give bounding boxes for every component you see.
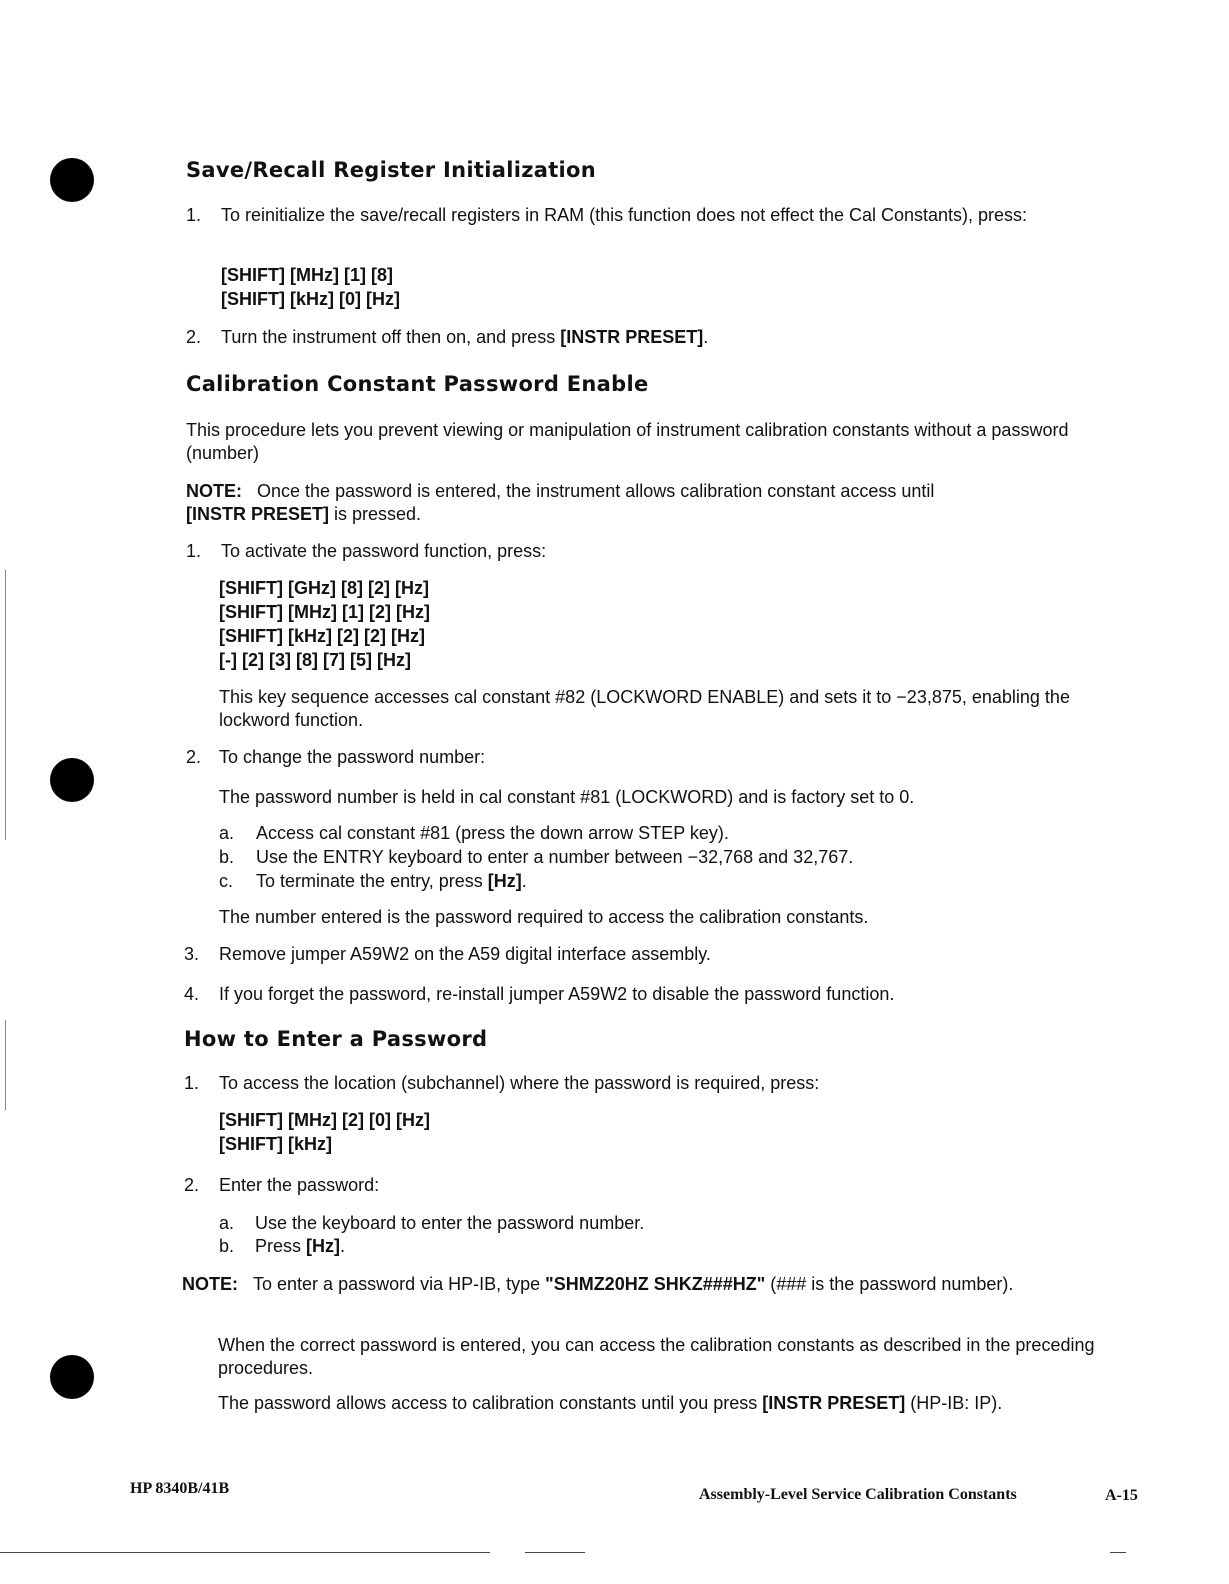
section-title-password-enable: Calibration Constant Password Enable [186, 372, 649, 396]
substep-letter: a. [219, 1213, 235, 1233]
substep-text: To terminate the entry, press [Hz]. [256, 871, 527, 891]
step-number: 2. [186, 747, 202, 767]
footer-chapter: Assembly-Level Service Calibration Constants [699, 1486, 1017, 1503]
substep-letter: b. [219, 847, 235, 867]
step-number: 1. [184, 1073, 200, 1093]
section-title-enter-password: How to Enter a Password [184, 1027, 488, 1051]
step-number: 2. [184, 1175, 200, 1195]
substep-text: Press [Hz]. [255, 1236, 346, 1256]
substep-text: Access cal constant #81 (press the down arrow STEP key). [256, 823, 729, 843]
intro-paragraph: This procedure lets you prevent viewing or manipulation of instrument calibration constants without a password (number) [186, 420, 1069, 463]
key-sequence: [SHIFT] [kHz] [0] [Hz] [221, 289, 400, 309]
footer-rule [525, 1552, 585, 1553]
paragraph: The password allows access to calibration constants until you press [INSTR PRESET] (HP-IB: IP). [218, 1393, 1003, 1413]
binder-hole-middle [50, 758, 94, 802]
step-text: To activate the password function, press: [221, 541, 547, 561]
key-sequence: [SHIFT] [GHz] [8] [2] [Hz] [219, 578, 429, 598]
step-number: 4. [184, 984, 200, 1004]
substep-letter: a. [219, 823, 235, 843]
binder-hole-bottom [50, 1355, 94, 1399]
substep-letter: b. [219, 1236, 235, 1256]
scan-edge-line [5, 570, 6, 840]
key-sequence: [-] [2] [3] [8] [7] [5] [Hz] [219, 650, 411, 670]
step-number: 1. [186, 541, 202, 561]
note: NOTE: To enter a password via HP-IB, type "SHMZ20HZ SHKZ###HZ" (### is the password number). [182, 1274, 1014, 1294]
substep-letter: c. [219, 871, 234, 891]
step-text: If you forget the password, re-install jumper A59W2 to disable the password function. [219, 984, 895, 1004]
step-text: Turn the instrument off then on, and press [INSTR PRESET]. [221, 327, 709, 347]
footer-page-number: A-15 [1105, 1487, 1138, 1504]
footer-rule [1110, 1552, 1126, 1553]
key-sequence: [SHIFT] [MHz] [1] [2] [Hz] [219, 602, 430, 622]
binder-hole-top [50, 158, 94, 202]
substep-text: Use the keyboard to enter the password number. [255, 1213, 645, 1233]
step-description: The number entered is the password required to access the calibration constants. [219, 907, 869, 927]
scan-edge-line [5, 1020, 6, 1110]
step-number: 1. [186, 205, 202, 225]
step-description: The password number is held in cal constant #81 (LOCKWORD) and is factory set to 0. [219, 787, 915, 807]
key-sequence: [SHIFT] [MHz] [1] [8] [221, 265, 393, 285]
footer-model: HP 8340B/41B [130, 1480, 230, 1497]
step-number: 3. [184, 944, 200, 964]
substep-text: Use the ENTRY keyboard to enter a number between −32,768 and 32,767. [256, 847, 854, 867]
step-text: To change the password number: [219, 747, 486, 767]
key-sequence: [SHIFT] [kHz] [219, 1134, 332, 1154]
key-sequence: [SHIFT] [kHz] [2] [2] [Hz] [219, 626, 425, 646]
step-number: 2. [186, 327, 202, 347]
key-sequence: [SHIFT] [MHz] [2] [0] [Hz] [219, 1110, 430, 1130]
step-text: To access the location (subchannel) where the password is required, press: [219, 1073, 820, 1093]
section-title-save-recall: Save/Recall Register Initialization [186, 158, 597, 182]
note: NOTE: Once the password is entered, the instrument allows calibration constant access until [INSTR PRESET] is pressed. [186, 481, 935, 524]
footer-rule [0, 1552, 490, 1553]
step-text: Remove jumper A59W2 on the A59 digital interface assembly. [219, 944, 711, 964]
paragraph: When the correct password is entered, you can access the calibration constants as described in the preceding procedures. [218, 1335, 1095, 1378]
step-text: Enter the password: [219, 1175, 380, 1195]
step-text: To reinitialize the save/recall registers in RAM (this function does not effect the Cal Constants), press: [221, 205, 1028, 225]
step-description: This key sequence accesses cal constant #82 (LOCKWORD ENABLE) and sets it to −23,875, enabling the lockword function. [219, 687, 1070, 730]
